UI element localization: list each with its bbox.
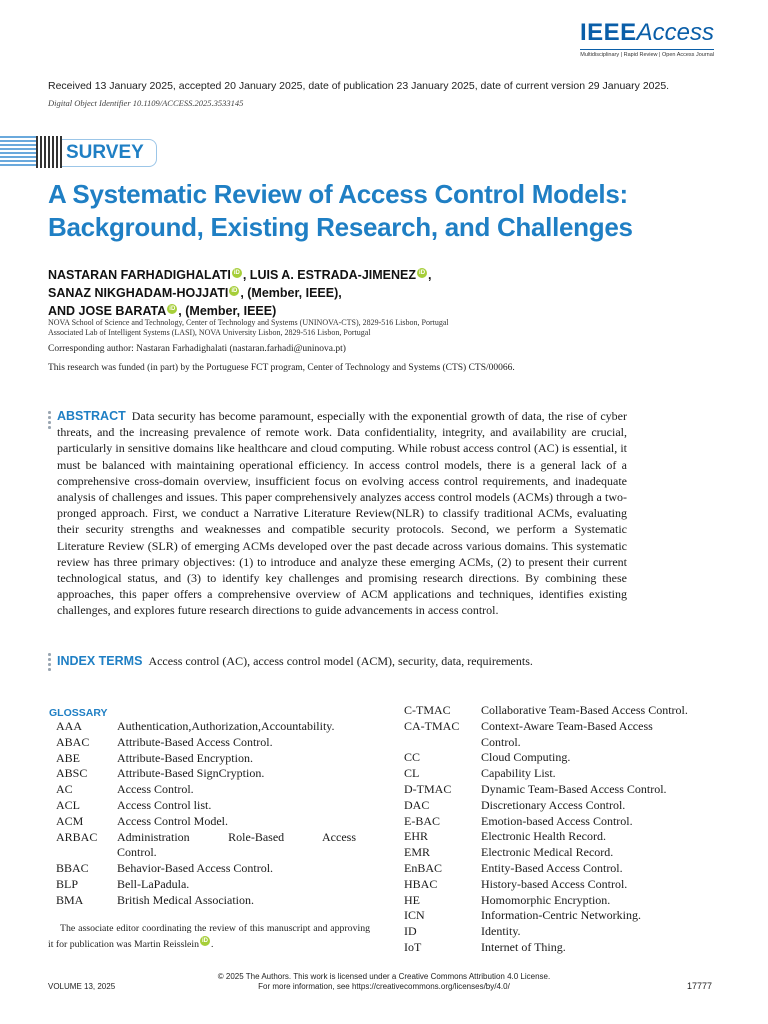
journal-logo <box>580 20 714 58</box>
glossary-entry <box>56 814 356 830</box>
glossary-def: Access Control Model. <box>117 813 228 828</box>
abstract-text: Data security has become paramount, especially with the exponential growth of data, the rise of cyber threats, and the increasing prevalence of remote work. Data confidentiality, integrity, and availability are crucial, particularly in sensitive domains like healthcare and cloud computing. While robust access control (AC) is essential, it must be balanced with maintaining operational efficiency. In access control models, there is a general lack of a comprehensive cross-domain overview, insufficient focus on evolving access control requirements, and inadequate analysis of challenges and issues. This paper comprehensively analyzes access control models (ACMs) through a two-pronged approach. First, we conduct a Narrative Literature Review(NLR) to classify traditional ACMs, evaluating their security strengths and weaknesses and compatible security protocols. Second, we perform a Systematic Literature Review (SLR) of emerging ACMs developed over the past decade across various domains. This systematic review has three primary objectives: (1) to introduce and analyze these emerging ACMs, (2) to present their current technological status, and (3) to identify key challenges and promising research directions. By combining these approaches, this paper offers a comprehensive overview of ACM applications and techniques, identifies existing challenges, and explores future research directions to guide advancements in access control. <box>57 409 627 618</box>
glossary-entry <box>404 703 724 719</box>
page-number: 17777 <box>686 981 712 991</box>
editor-note-text: The associate editor coordinating the review of this manuscript and approving it for publication was Martin Reisslein <box>48 923 370 950</box>
glossary-abbr: BMA <box>56 892 84 907</box>
glossary-def <box>481 719 724 751</box>
glossary-entry <box>404 908 724 924</box>
index-terms-text: Access control (AC), access control model (ACM), security, data, requirements. <box>148 654 533 668</box>
glossary-abbr: E-BAC <box>404 813 440 828</box>
license-line-2[interactable]: For more information, see https://creativecommons.org/licenses/by/4.0/ <box>258 982 510 991</box>
glossary-abbr: AC <box>56 782 73 797</box>
title-line-2: Background, Existing Research, and Challenges <box>48 212 633 242</box>
author-name: , LUIS A. ESTRADA-JIMENEZ <box>242 268 417 282</box>
orcid-icon[interactable]: iD <box>419 270 426 276</box>
glossary-abbr: ICN <box>404 908 425 923</box>
glossary-abbr: HE <box>404 892 420 907</box>
glossary-def-line: Control. <box>117 845 157 860</box>
glossary-def: British Medical Association. <box>117 892 254 907</box>
affiliations <box>48 318 449 338</box>
author-list <box>48 266 432 320</box>
glossary-abbr: EnBAC <box>404 860 443 875</box>
glossary-abbr: BLP <box>56 876 79 891</box>
glossary-abbr: BBAC <box>56 861 89 876</box>
journal-tagline: Multidisciplinary | Rapid Review | Open Access Journal <box>580 52 714 58</box>
journal-brand-bold: IEEE <box>579 19 637 46</box>
glossary-def <box>117 830 356 862</box>
index-terms-heading: INDEX TERMS <box>57 654 143 668</box>
orcid-icon[interactable]: iD <box>231 288 238 294</box>
glossary-entry <box>56 861 356 877</box>
glossary-abbr: ABAC <box>56 734 90 749</box>
abstract <box>57 408 627 619</box>
logo-rule <box>580 49 714 50</box>
affiliation: Associated Lab of Intelligent Systems (LASI), NOVA University Lisbon, 2829-516 Lisbon, Portugal <box>48 328 371 337</box>
glossary-def: Electronic Health Record. <box>481 829 606 844</box>
glossary-def: Access Control list. <box>117 797 212 812</box>
orcid-icon[interactable]: iD <box>233 270 240 276</box>
glossary-def-line: Control. <box>481 734 521 749</box>
glossary-abbr: ARBAC <box>56 829 98 844</box>
glossary-entry <box>404 750 724 766</box>
abstract-heading: ABSTRACT <box>57 409 126 423</box>
funding-statement: This research was funded (in part) by the Portuguese FCT program, Center of Technology and Systems (CTS) CTS/00066. <box>48 363 515 373</box>
glossary-abbr: EMR <box>404 845 431 860</box>
affiliation: NOVA School of Science and Technology, Center of Technology and Systems (UNINOVA-CTS), 2829-516 Lisbon, Portugal <box>48 318 449 327</box>
glossary-abbr: EHR <box>404 829 428 844</box>
glossary-entry <box>56 782 356 798</box>
glossary-def: Homomorphic Encryption. <box>481 892 611 907</box>
license-notice <box>0 972 768 992</box>
glossary-def: Discretionary Access Control. <box>481 797 626 812</box>
glossary-def-line: Administration Role-Based Access <box>117 829 356 844</box>
glossary-entry <box>56 893 356 909</box>
glossary-left-column <box>56 719 356 909</box>
glossary-def: Internet of Thing. <box>481 939 566 954</box>
glossary-abbr: ABSC <box>56 766 88 781</box>
author-line-2: SANAZ NIKGHADAM-HOJJATI iD , (Member, IEEE), <box>48 286 342 300</box>
glossary-abbr: CL <box>404 766 420 781</box>
glossary-entry <box>404 719 724 751</box>
license-line-1: © 2025 The Authors. This work is licensed under a Creative Commons Attribution 4.0 License. <box>217 972 551 981</box>
doi: Digital Object Identifier 10.1109/ACCESS.2025.3533145 <box>48 98 244 108</box>
corresponding-author: Corresponding author: Nastaran Farhadighalati (nastaran.farhadi@uninova.pt) <box>48 344 346 354</box>
orcid-icon[interactable]: iD <box>202 938 209 944</box>
glossary-abbr: C-TMAC <box>404 703 451 717</box>
glossary-def: History-based Access Control. <box>481 876 628 891</box>
glossary-entry <box>404 829 724 845</box>
volume-label: VOLUME 13, 2025 <box>48 982 116 991</box>
orcid-icon[interactable]: iD <box>169 306 176 312</box>
banner-stripes <box>36 136 62 168</box>
journal-brand-italic: Access <box>636 19 714 46</box>
glossary-entry <box>404 861 724 877</box>
glossary-abbr: AAA <box>56 719 82 733</box>
glossary-entry <box>404 893 724 909</box>
glossary-entry <box>56 798 356 814</box>
title-line-1: A Systematic Review of Access Control Models: <box>48 179 628 209</box>
glossary-def: Collaborative Team-Based Access Control. <box>481 703 688 717</box>
glossary-entry <box>404 766 724 782</box>
glossary-abbr: ACM <box>56 813 84 828</box>
author-line-1: NASTARAN FARHADIGHALATI iD , LUIS A. ESTRADA-JIMENEZ iD , <box>48 268 432 282</box>
author-line-3: AND JOSE BARATA iD , (Member, IEEE) <box>48 304 277 318</box>
glossary-entry <box>404 940 724 956</box>
glossary-entry <box>56 735 356 751</box>
glossary-def: Entity-Based Access Control. <box>481 860 623 875</box>
glossary-def: Attribute-Based SignCryption. <box>117 766 265 781</box>
glossary-entry <box>56 877 356 893</box>
glossary-entry <box>404 782 724 798</box>
glossary-abbr: CA-TMAC <box>404 718 460 733</box>
author-name: NASTARAN FARHADIGHALATI <box>48 268 231 282</box>
glossary-def: Attribute-Based Access Control. <box>117 734 273 749</box>
glossary-abbr: HBAC <box>404 876 438 891</box>
glossary-entry <box>56 766 356 782</box>
author-name: AND JOSE BARATA <box>48 304 167 318</box>
glossary-entry <box>404 877 724 893</box>
author-name: SANAZ NIKGHADAM-HOJJATI <box>48 286 229 300</box>
paper-title <box>48 178 688 244</box>
glossary-def: Capability List. <box>481 766 556 781</box>
glossary-abbr: ABE <box>56 750 80 765</box>
glossary-right-column <box>404 703 724 956</box>
index-terms <box>57 653 657 669</box>
glossary-entry <box>404 924 724 940</box>
glossary-abbr: D-TMAC <box>404 781 452 796</box>
glossary-def: Attribute-Based Encryption. <box>117 750 253 765</box>
glossary-abbr: IoT <box>404 939 422 954</box>
index-terms-dots-icon <box>48 653 51 673</box>
glossary-entry <box>404 845 724 861</box>
editor-note: The associate editor coordinating the review of this manuscript and approving it for publication was Martin Reisslein iD . <box>48 923 370 950</box>
glossary-def: Information-Centric Networking. <box>481 908 641 923</box>
glossary-def-line: Context-Aware Team-Based Access <box>481 718 653 733</box>
glossary-def: Behavior-Based Access Control. <box>117 861 274 876</box>
glossary-entry <box>56 751 356 767</box>
banner-decoration <box>0 136 36 168</box>
journal-brand <box>580 20 714 46</box>
glossary-entry <box>404 814 724 830</box>
glossary-abbr: ACL <box>56 797 80 812</box>
article-type-banner <box>62 139 157 167</box>
glossary-heading: GLOSSARY <box>49 707 108 719</box>
glossary-def: Authentication,Authorization,Accountability. <box>117 719 335 733</box>
glossary-def: Dynamic Team-Based Access Control. <box>481 781 667 796</box>
glossary-entry <box>56 830 356 862</box>
glossary-abbr: ID <box>404 924 417 939</box>
glossary-entry <box>56 719 356 735</box>
publication-dates: Received 13 January 2025, accepted 20 January 2025, date of publication 23 January 2025, date of current version 29 January 2025. <box>48 80 670 92</box>
glossary-abbr: CC <box>404 750 421 765</box>
glossary-def: Identity. <box>481 924 521 939</box>
abstract-dots-icon <box>48 411 51 431</box>
article-type-label: SURVEY <box>66 142 144 163</box>
glossary-def: Electronic Medical Record. <box>481 845 614 860</box>
glossary-def: Access Control. <box>117 782 194 797</box>
glossary-def: Bell-LaPadula. <box>117 876 190 891</box>
glossary-def: Cloud Computing. <box>481 750 571 765</box>
glossary-entry <box>404 798 724 814</box>
glossary-def: Emotion-based Access Control. <box>481 813 633 828</box>
glossary-abbr: DAC <box>404 797 430 812</box>
